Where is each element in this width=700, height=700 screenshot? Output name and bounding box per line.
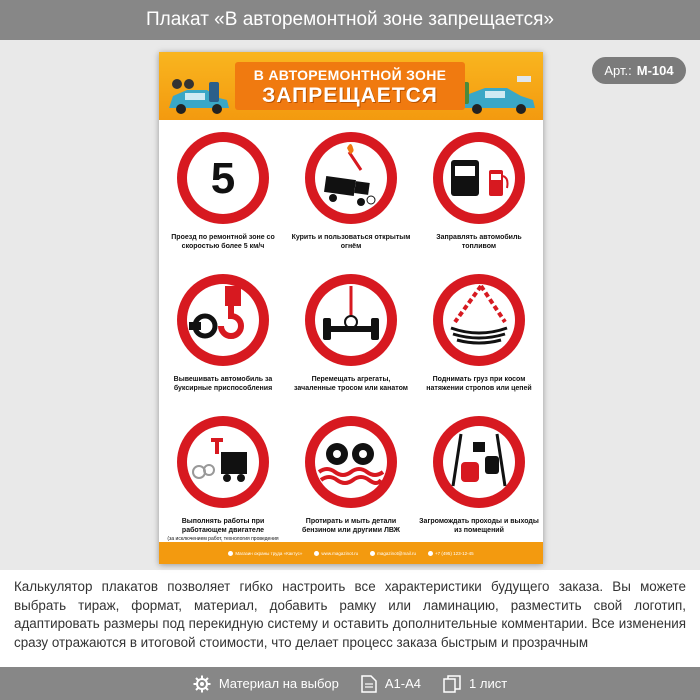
article-label: Арт.: [604, 63, 632, 78]
product-description: Калькулятор плакатов позволяет гибко настроить все характеристики будущего заказа. Вы можете выбрать тираж, формат, материал, добавить рамку или ламинацию, разместить свой логотип, адаптировать размеры под перекидную систему и оставить дополнительные комментарии. Все изменения сразу отражаются в итоговой стоимости, что делает процесс заказа быстрым и прозрачным [14, 579, 686, 650]
poster-preview[interactable] [159, 52, 543, 564]
sign-cable-lift [287, 266, 415, 410]
poster-title [235, 62, 465, 110]
sign-flammable-wash [287, 408, 415, 552]
footer-dot-icon [370, 551, 375, 556]
poster-title-line2: ЗАПРЕЩАЕТСЯ [262, 84, 438, 107]
spec-format [361, 675, 421, 693]
sign-caption: Поднимать груз при косом натяжении стропов или цепей [426, 376, 532, 392]
car-illustration-left [165, 78, 235, 118]
sign-tow-hook [159, 266, 287, 410]
no-open-fire-icon [303, 130, 399, 226]
sign-caption: Заправлять автомобиль топливом [436, 234, 522, 250]
poster-title-line1: В АВТОРЕМОНТНОЙ ЗОНЕ [253, 67, 447, 83]
article-value: М-104 [636, 63, 674, 78]
poster-header [159, 52, 543, 120]
sign-engine-running [159, 408, 287, 552]
sign-caption: Протирать и мыть детали бензином или другими ЛВЖ [302, 518, 400, 534]
sign-caption: Перемещать агрегаты, зачаленные тросом или канатом [294, 376, 408, 392]
sign-caption: Курить и пользоваться открытым огнём [291, 234, 411, 250]
sign-caption-text: Выполнять работы при работающем двигателе [181, 518, 265, 534]
no-refueling-icon [431, 130, 527, 226]
page-title: Плакат «В авторемонтной зоне запрещается» [146, 9, 554, 30]
spec-format-text: А1-А4 [384, 676, 422, 691]
footer-dot-icon [228, 551, 233, 556]
article-badge [592, 57, 686, 84]
product-specs-bar [0, 667, 700, 700]
tow-hook-icon [175, 272, 271, 368]
gears-liquid-icon [303, 414, 399, 510]
footer-site [314, 551, 358, 556]
sign-caption-note: (за исключением работ, технология проведения [167, 535, 279, 542]
spec-material [193, 675, 339, 693]
footer-phone [428, 551, 474, 556]
footer-site-text: www.magazinot.ru [321, 550, 359, 556]
spec-sheets-text: 1 лист [469, 676, 508, 691]
footer-dot-icon [428, 551, 433, 556]
footer-email-text: magazinot@mail.ru [377, 550, 416, 556]
engine-running-icon [175, 414, 271, 510]
footer-shop [228, 551, 302, 556]
sign-open-fire [287, 124, 415, 268]
spec-material-text: Материал на выбор [218, 676, 339, 691]
sign-refueling [415, 124, 543, 268]
document-icon [361, 675, 377, 693]
sign-blocked-passage [415, 408, 543, 552]
car-illustration-right [459, 76, 539, 118]
footer-email [370, 551, 416, 556]
blocked-passage-icon [431, 414, 527, 510]
footer-dot-icon [314, 551, 319, 556]
page-title-bar [0, 0, 700, 40]
cable-lift-axle-icon [303, 272, 399, 368]
footer-phone-text: +7 (495) 123-12-45 [434, 550, 474, 556]
speed-number: 5 [210, 154, 236, 203]
footer-shop-text: Магазин охраны труда «Кактус» [235, 550, 303, 556]
sign-caption: Проезд по ремонтной зоне со скоростью более 5 км/ч [171, 234, 275, 250]
copy-icon [443, 675, 461, 693]
sign-chain-load [415, 266, 543, 410]
speed-limit-5-icon [175, 130, 271, 226]
sign-caption: Загромождать проходы и выходы из помещений [419, 518, 539, 534]
spec-sheets [443, 675, 507, 693]
sign-caption: Вывешивать автомобиль за буксирные приспособления [173, 376, 273, 392]
chain-spring-icon [431, 272, 527, 368]
sign-speed-limit [159, 124, 287, 268]
gear-icon [193, 675, 211, 693]
poster-footer [159, 542, 543, 564]
